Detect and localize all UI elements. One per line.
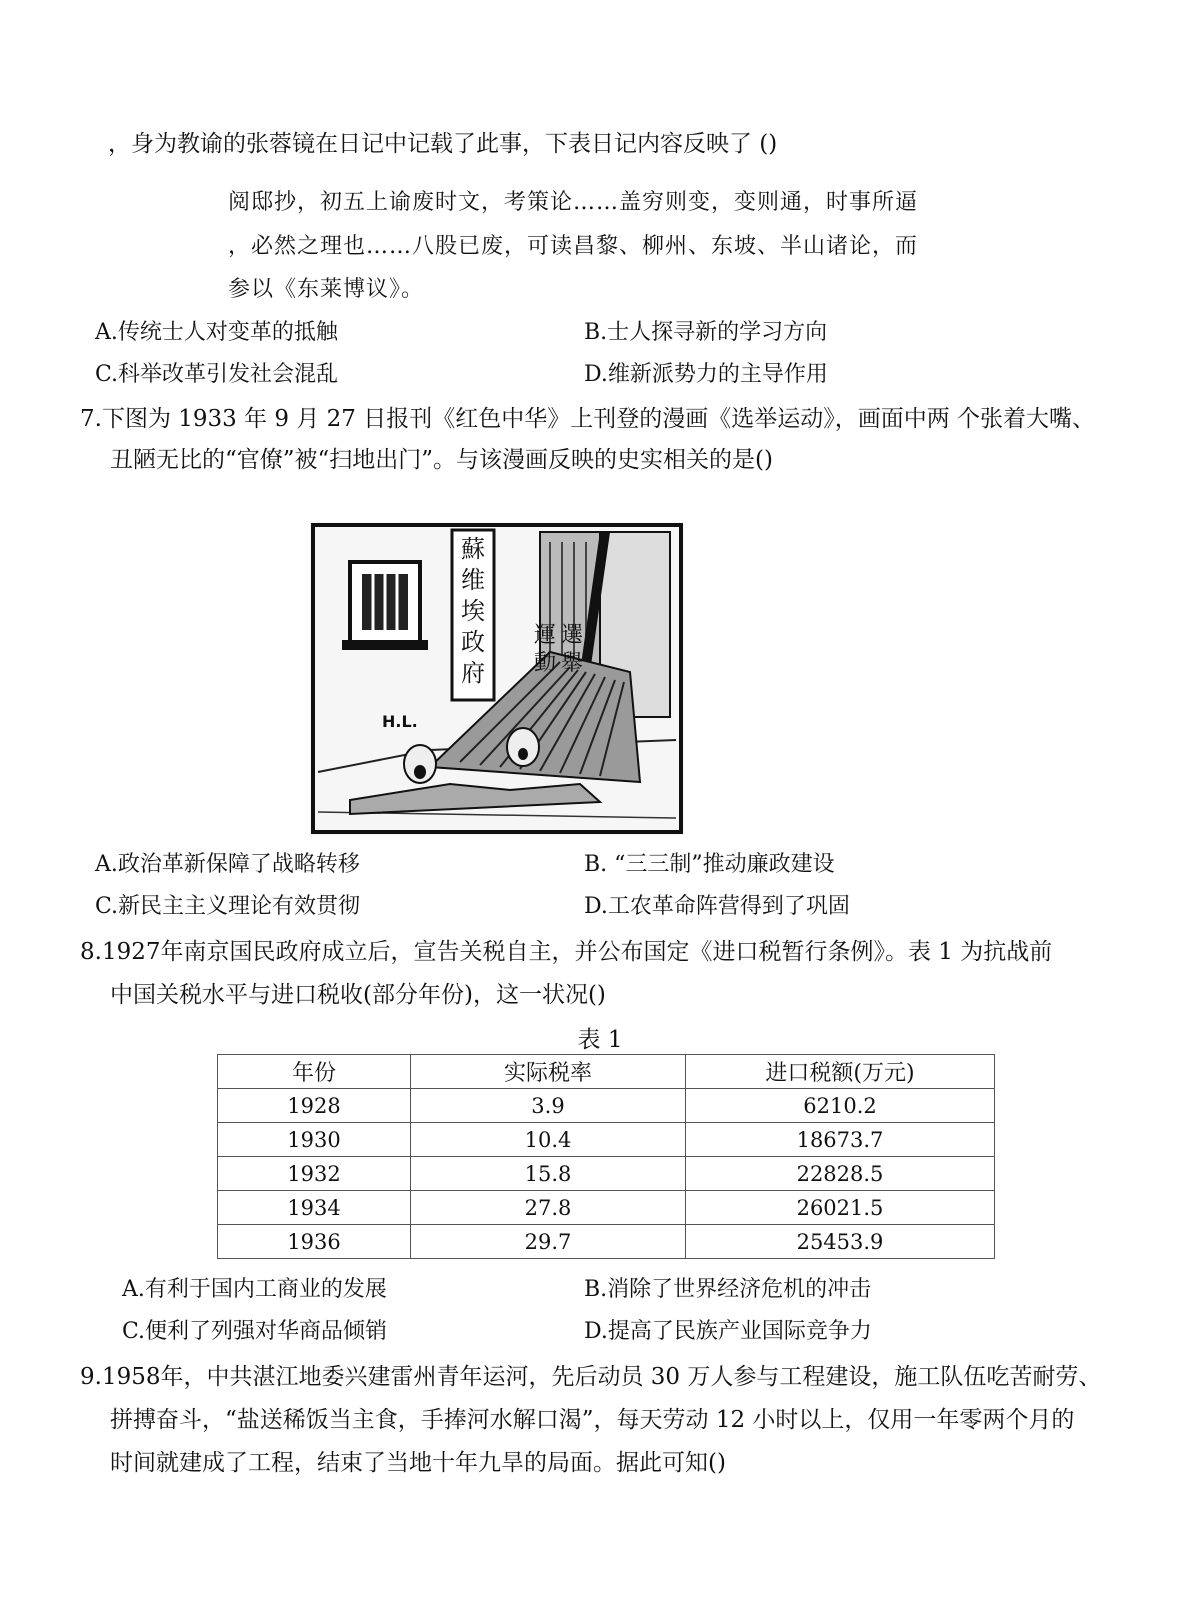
cell-year: 1932	[218, 1157, 411, 1191]
q9-stem-line-3: 时间就建成了工程，结束了当地十年九旱的局面。据此可知()	[110, 1450, 726, 1476]
svg-text:運: 運	[533, 623, 557, 648]
q6-quote-line-3: 参以《东莱博议》。	[228, 277, 425, 302]
cell-import-tax: 6210.2	[686, 1089, 995, 1123]
cell-year: 1934	[218, 1191, 411, 1225]
header-import-tax: 进口税额(万元)	[686, 1055, 995, 1089]
table-caption: 表 1	[577, 1027, 623, 1053]
svg-text:選: 選	[560, 623, 584, 648]
table-row	[218, 1089, 995, 1123]
q8-option-c[interactable]: C.便利了列强对华商品倾销	[122, 1319, 388, 1344]
q7-option-a[interactable]: A.政治革新保障了战略转移	[95, 852, 360, 877]
q7-option-c[interactable]: C.新民主主义理论有效贯彻	[95, 894, 361, 919]
q6-option-a[interactable]: A.传统士人对变革的抵触	[95, 320, 338, 345]
q6-quote-line-2: ，必然之理也……八股已废，可读昌黎、柳州、东坡、半山诸论，而	[228, 234, 919, 259]
table-header-row	[218, 1055, 995, 1089]
svg-text:埃: 埃	[461, 597, 485, 625]
header-year: 年份	[218, 1055, 411, 1089]
svg-text:府: 府	[461, 659, 485, 687]
table-row	[218, 1123, 995, 1157]
svg-text:H.L.: H.L.	[382, 712, 418, 731]
q7-stem-line-2: 丑陋无比的“官僚”被“扫地出门”。与该漫画反映的史实相关的是()	[110, 447, 773, 473]
cell-import-tax: 18673.7	[686, 1123, 995, 1157]
q6-stem-tail: ，身为教谕的张蓉镜在日记中记载了此事，下表日记内容反映了 ()	[108, 131, 778, 157]
q8-option-a[interactable]: A.有利于国内工商业的发展	[122, 1277, 387, 1302]
tariff-table	[217, 1054, 995, 1259]
cell-rate: 3.9	[411, 1089, 686, 1123]
q6-quote-line-1: 阅邸抄，初五上谕废时文，考策论……盖穷则变，变则通，时事所逼	[228, 190, 919, 215]
q8-option-b[interactable]: B.消除了世界经济危机的冲击	[584, 1277, 872, 1302]
svg-text:政: 政	[461, 628, 485, 656]
window-drawing	[342, 562, 428, 650]
q7-option-b[interactable]: B. “三三制”推动廉政建设	[584, 852, 835, 877]
q8-stem-line-2: 中国关税水平与进口税收(部分年份)，这一状况()	[110, 982, 606, 1008]
q6-option-b[interactable]: B.士人探寻新的学习方向	[584, 320, 828, 345]
table-row	[218, 1157, 995, 1191]
cell-year: 1936	[218, 1225, 411, 1259]
q6-option-c[interactable]: C.科举改革引发社会混乱	[95, 362, 339, 387]
svg-text:舉: 舉	[560, 651, 584, 676]
cell-year: 1928	[218, 1089, 411, 1123]
cell-import-tax: 26021.5	[686, 1191, 995, 1225]
svg-text:蘇: 蘇	[461, 535, 485, 563]
cell-rate: 15.8	[411, 1157, 686, 1191]
q8-stem-line-1: 8.1927年南京国民政府成立后，宣告关税自主，并公布国定《进口税暂行条例》。表 1 为抗战前	[80, 939, 1053, 965]
q9-stem-line-2: 拼搏奋斗，“盐送稀饭当主食，手捧河水解口渴”，每天劳动 12 小时以上，仅用一年零两个月的	[110, 1407, 1075, 1433]
q7-option-d[interactable]: D.工农革命阵营得到了巩固	[584, 894, 850, 919]
svg-text:動: 動	[533, 651, 557, 676]
svg-text:维: 维	[461, 566, 485, 594]
q8-option-d[interactable]: D.提高了民族产业国际竞争力	[584, 1319, 872, 1344]
q9-stem-line-1: 9.1958年，中共湛江地委兴建雷州青年运河，先后动员 30 万人参与工程建设，施工队伍吃苦耐劳、	[80, 1364, 1102, 1390]
cell-import-tax: 25453.9	[686, 1225, 995, 1259]
cell-rate: 29.7	[411, 1225, 686, 1259]
table-row	[218, 1225, 995, 1259]
table-row	[218, 1191, 995, 1225]
cell-import-tax: 22828.5	[686, 1157, 995, 1191]
election-campaign-cartoon	[310, 522, 684, 835]
q6-option-d[interactable]: D.维新派势力的主导作用	[584, 362, 828, 387]
cell-rate: 27.8	[411, 1191, 686, 1225]
q7-stem-line-1: 7.下图为 1933 年 9 月 27 日报刊《红色中华》上刊登的漫画《选举运动》，画面中两 个张着大嘴、	[80, 406, 1096, 432]
header-rate: 实际税率	[411, 1055, 686, 1089]
cell-rate: 10.4	[411, 1123, 686, 1157]
cell-year: 1930	[218, 1123, 411, 1157]
